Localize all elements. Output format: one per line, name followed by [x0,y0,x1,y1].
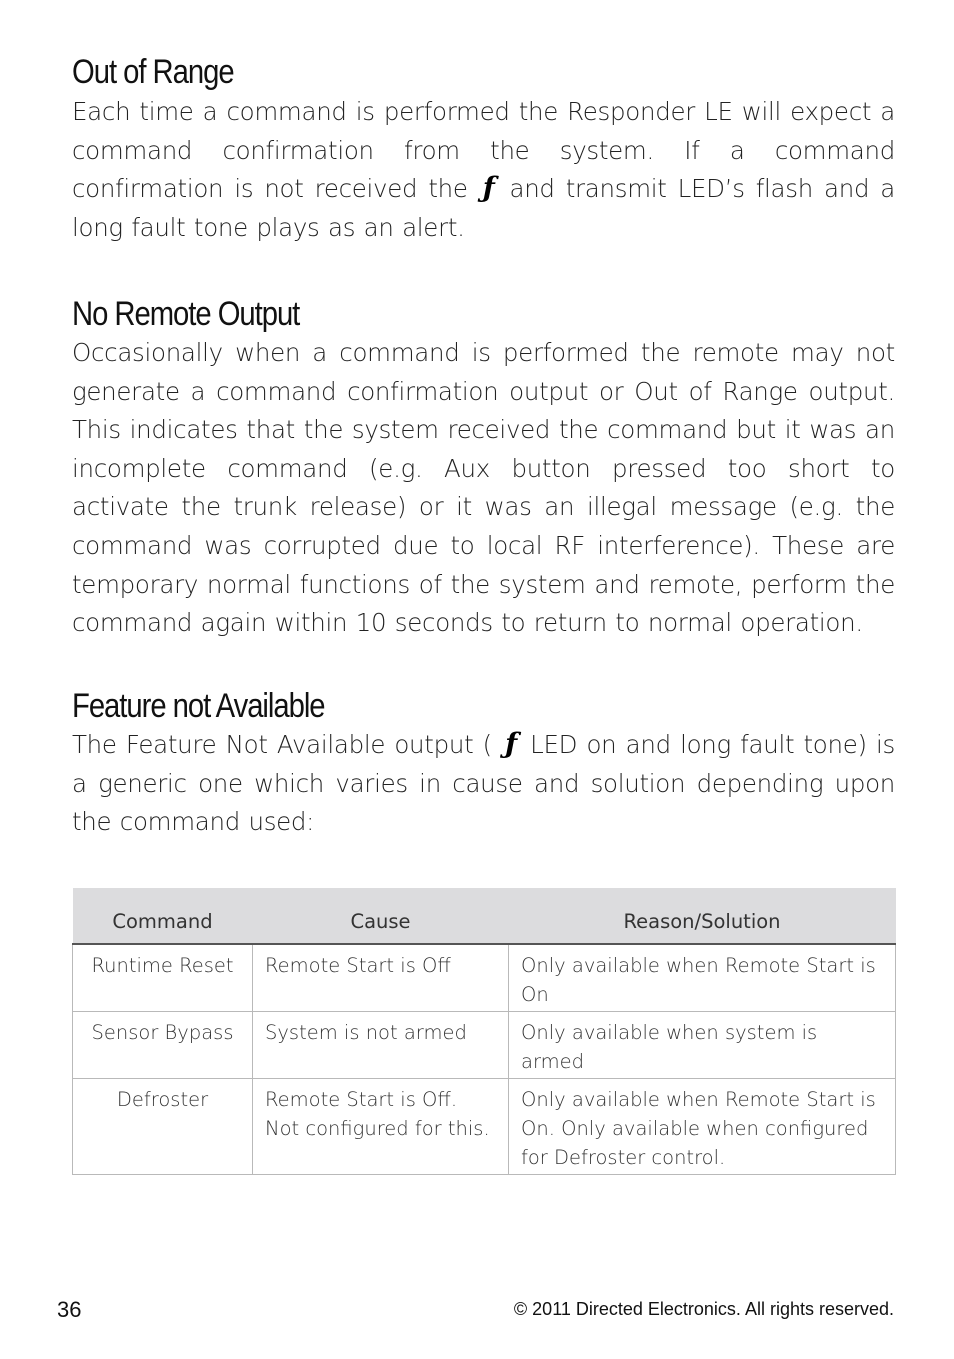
heading-no-remote-output: No Remote Output [72,295,300,333]
cell-cause: Remote Start is Off [253,944,509,1012]
function-icon: ƒ [482,171,495,205]
section-out-of-range [72,52,895,247]
header-command: Command [73,888,253,944]
table-row [73,1079,896,1175]
cell-command: Defroster [73,1079,253,1175]
paragraph-feature-part-1: The Feature Not Available output ( [72,730,492,759]
table-row [73,944,896,1012]
paragraph-out-of-range-part-1: Each time a command is performed the Responder LE will expect a command confirmation from the system. If a command confirmation is not received the [72,97,895,204]
cell-solution: Only available when Remote Start is On. Only available when configured for Defroster control. [509,1079,896,1175]
heading-out-of-range: Out of Range [72,53,234,91]
paragraph-feature-part-2: LED on and long fault tone) is a generic one which varies in cause and solution depending upon the command used: [72,730,895,837]
table-row [73,1012,896,1079]
paragraph-feature-not-available [72,726,895,842]
header-reason-solution: Reason/Solution [509,888,896,944]
paragraph-out-of-range [72,93,895,247]
table-header [73,888,896,944]
table-body [73,944,896,1175]
cell-solution: Only available when system is armed [509,1012,896,1079]
cell-command: Runtime Reset [73,944,253,1012]
cell-command: Sensor Bypass [73,1012,253,1079]
paragraph-out-of-range-part-2: and transmit LED’s flash and a long fault tone plays as an alert. [72,174,895,242]
page-number: 36 [57,1297,82,1322]
feature-not-available-table [72,888,896,1175]
section-feature-not-available [72,686,895,842]
heading-feature-not-available: Feature not Available [72,687,325,725]
table-header-row [73,888,896,944]
cell-cause: System is not armed [253,1012,509,1079]
copyright-notice: © 2011 Directed Electronics. All rights reserved. [513,1299,894,1319]
function-icon: ƒ [505,727,517,760]
header-cause: Cause [253,888,509,944]
cell-cause: Remote Start is Off. Not configured for this. [253,1079,509,1175]
paragraph-no-remote-output: Occasionally when a command is performed the remote may not generate a command confirmation output or Out of Range output. This indicates that the system received the command but it was an incomplete command (e.g. Aux button pressed too short to activate the trunk release) or it was an illegal message (e.g. the command was corrupted due to local RF interference). These are temporary normal functions of the system and remote, perform the command again within 10 seconds to return to normal operation. [72,338,895,638]
cell-solution: Only available when Remote Start is On [509,944,896,1012]
section-no-remote-output [72,294,895,643]
